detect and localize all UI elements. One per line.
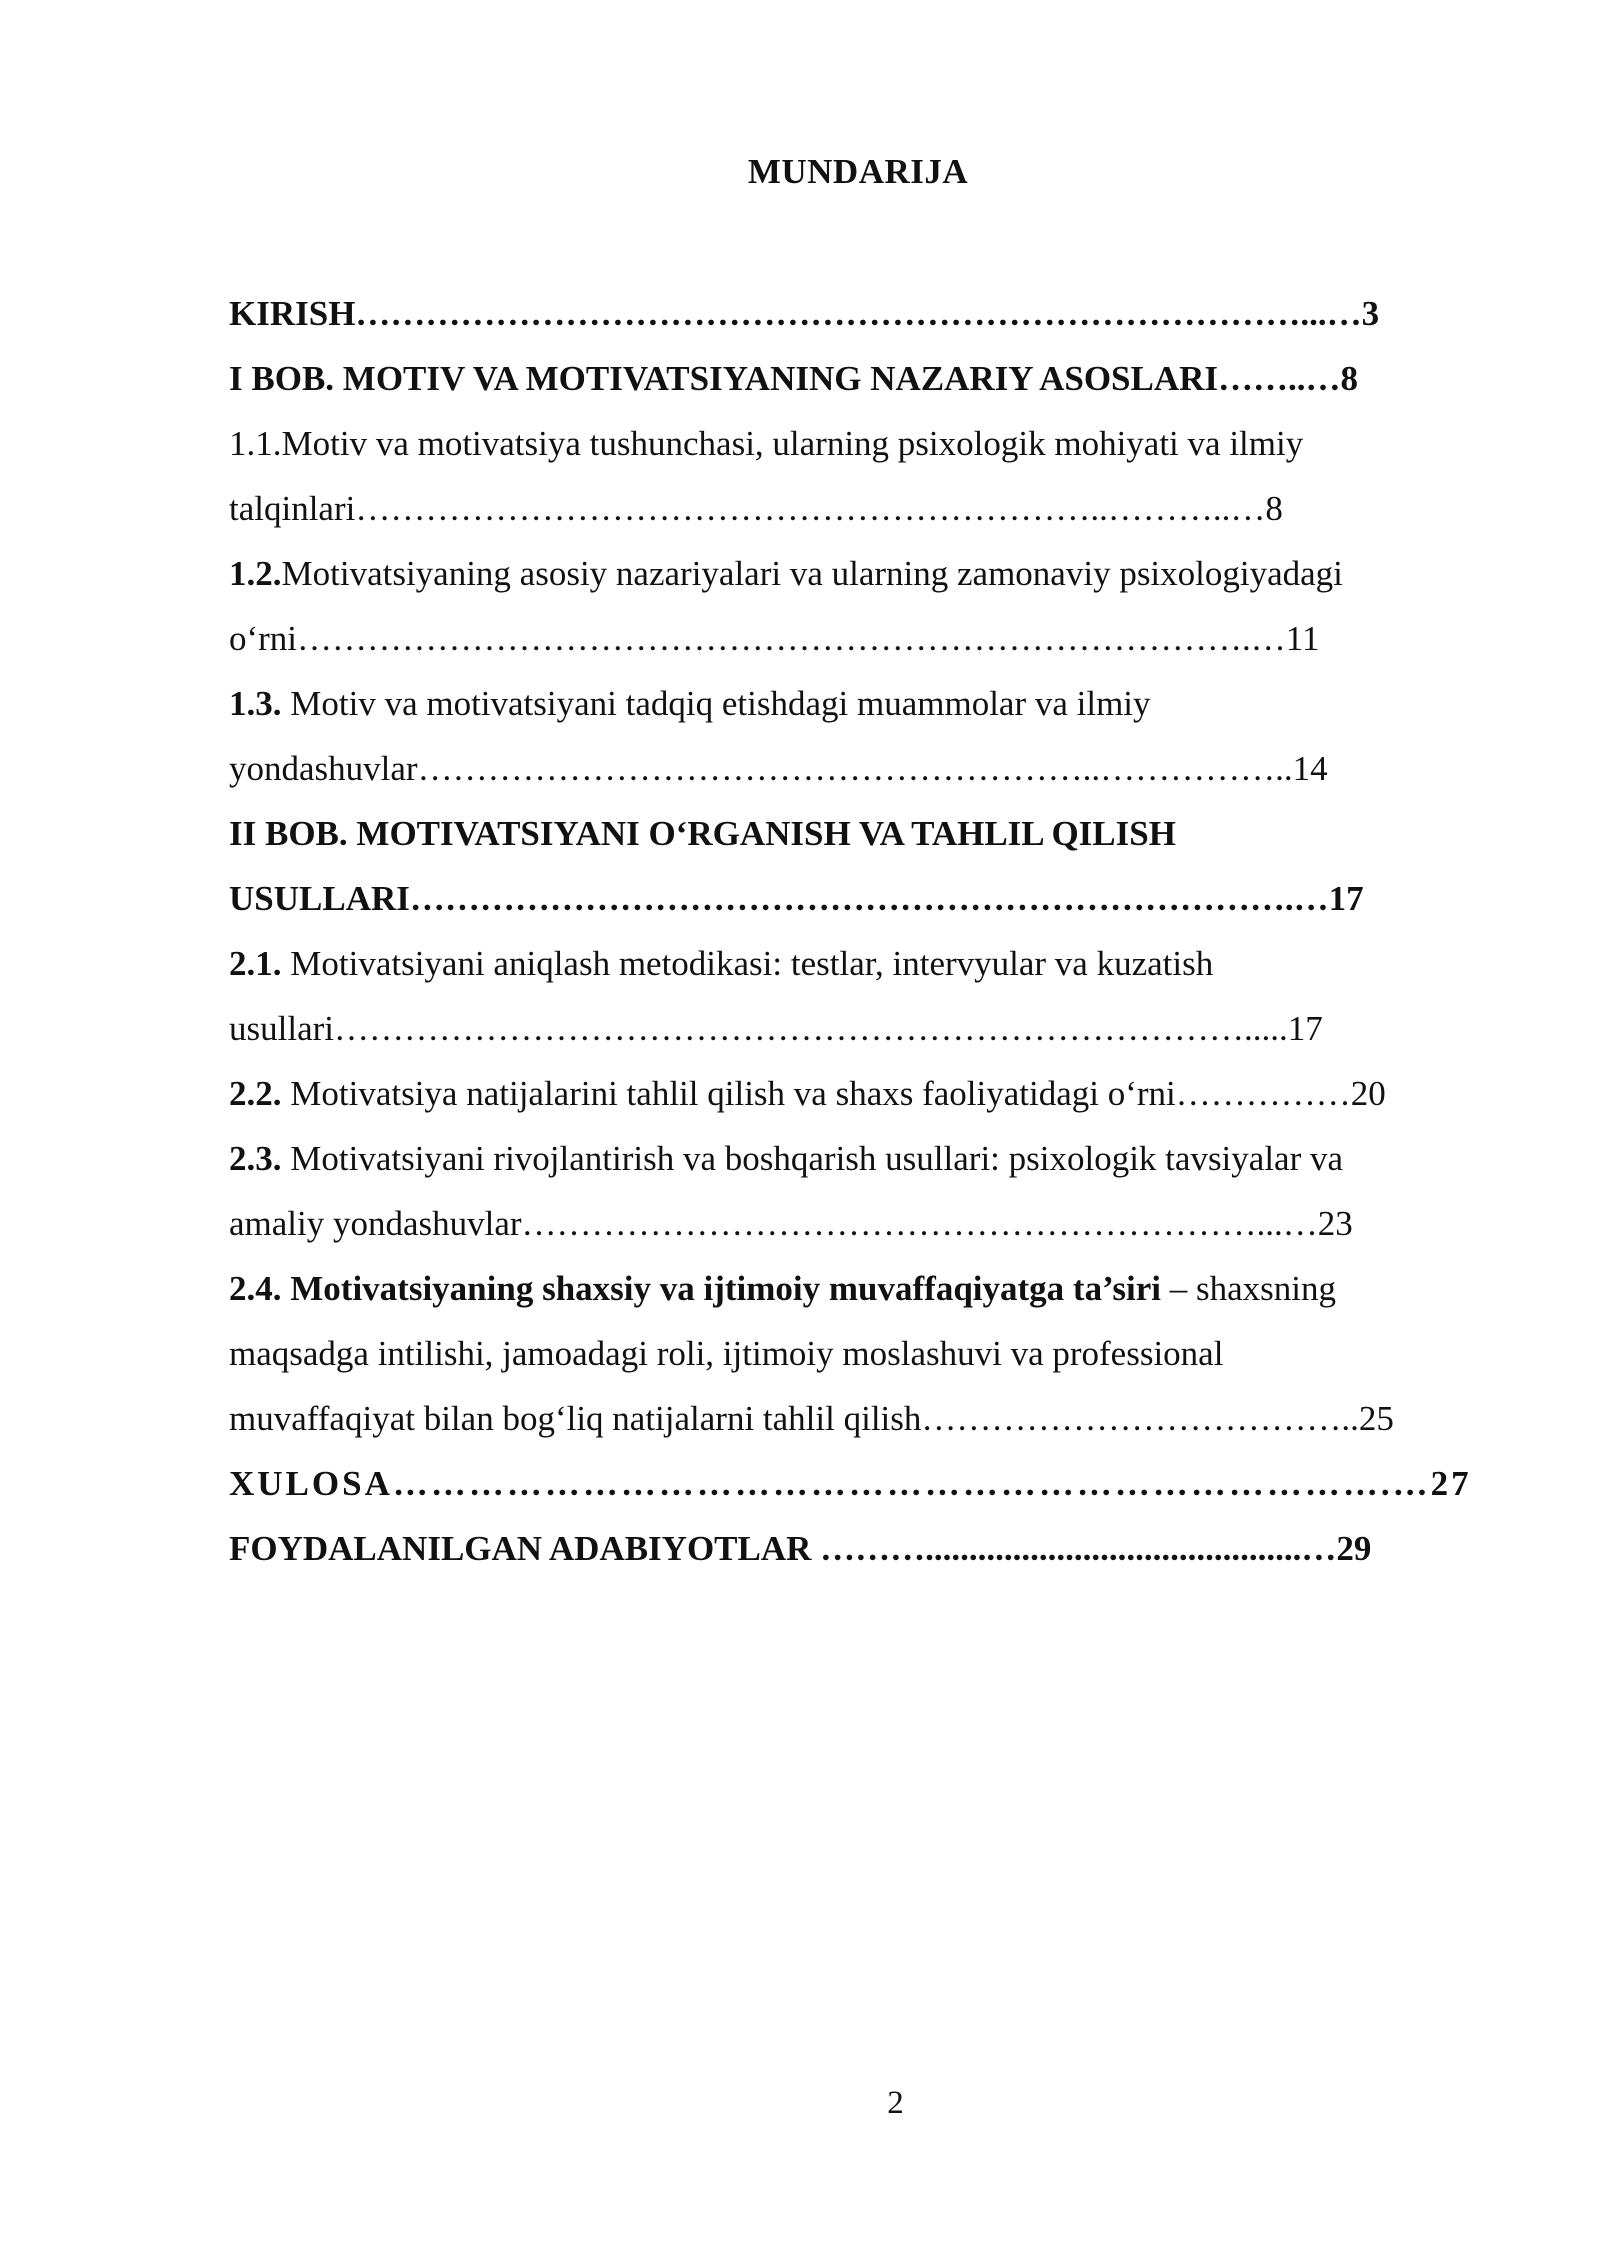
toc-entry-1-2-line-2: o‘rni……………………………………………………………………….…11 (229, 619, 1320, 658)
toc-entry-1-2-text: Motivatsiyaning asosiy nazariyalari va ularning zamonaviy psixologiyadagi (281, 554, 1343, 593)
toc-entry-1-1-line-2: talqinlari………………………………………………………..………..…8 (229, 489, 1283, 528)
toc-entry-2-2-number: 2.2. (229, 1074, 282, 1113)
toc-entry-kirish: KIRISH………………………………………………………………………...…3 (229, 294, 1380, 333)
page-number: 2 (887, 2085, 904, 2121)
toc-entry-2-3-line-2: amaliy yondashuvlar………………………………………………………...…23 (229, 1204, 1353, 1243)
toc-entry-chapter-1: I BOB. MOTIV VA MOTIVATSIYANING NAZARIY ASOSLARI……..…8 (229, 359, 1359, 398)
toc-entry-2-4-heading: 2.4. Motivatsiyaning shaxsiy va ijtimoiy muvaffaqiyatga ta’siri (229, 1269, 1162, 1308)
toc-entry-2-1-line-1 (229, 931, 1489, 996)
toc-entry-2-2-text: Motivatsiya natijalarini tahlil qilish va shaxs faoliyatidagi o‘rni……………20 (281, 1074, 1386, 1113)
toc-entry-2-3-text: Motivatsiyani rivojlantirish va boshqarish usullari: psixologik tavsiyalar va (281, 1139, 1344, 1178)
toc-entry-2-1-text: Motivatsiyani aniqlash metodikasi: testlar, intervyular va kuzatish (281, 944, 1214, 983)
toc-entry-1-2-line-1 (229, 541, 1489, 606)
toc-entry-1-3-number: 1.3. (229, 684, 282, 723)
toc-entry-2-2 (229, 1061, 1489, 1126)
toc-entry-2-3-number: 2.3. (229, 1139, 282, 1178)
toc-entry-2-4-line-3: muvaffaqiyat bilan bog‘liq natijalarni tahlil qilish………………………………..25 (229, 1399, 1394, 1438)
toc-entry-2-1-line-2: usullari…………………………………………………………………….....17 (229, 1009, 1323, 1048)
toc-entry-2-4-text: – shaxsning (1161, 1269, 1337, 1308)
toc-entry-chapter-2-line-1: II BOB. MOTIVATSIYANI O‘RGANISH VA TAHLIL QILISH (229, 814, 1176, 853)
table-of-contents (229, 281, 1489, 1581)
toc-entry-1-2-number: 1.2. (229, 554, 282, 593)
toc-entry-1-3-line-2: yondashuvlar…………………………………………………..……………..14 (229, 749, 1328, 788)
toc-entry-adabiyotlar: FOYDALANILGAN ADABIYOTLAR ………...........................................…29 (229, 1529, 1372, 1568)
toc-entry-1-3-text: Motiv va motivatsiyani tadqiq etishdagi muammolar va ilmiy (281, 684, 1151, 723)
toc-entry-2-4-line-1 (229, 1256, 1489, 1321)
toc-entry-2-1-number: 2.1. (229, 944, 282, 983)
toc-entry-2-3-line-1 (229, 1126, 1489, 1191)
toc-entry-xulosa: XULOSA…………………………………………………………………….…27 (229, 1464, 1472, 1503)
page-title: MUNDARIJA (747, 152, 969, 191)
toc-entry-2-4-line-2: maqsadga intilishi, jamoadagi roli, ijtimoiy moslashuvi va professional (229, 1334, 1224, 1373)
toc-entry-1-1-line-1: 1.1.Motiv va motivatsiya tushunchasi, ularning psixologik mohiyati va ilmiy (229, 424, 1304, 463)
toc-entry-1-3-line-1 (229, 671, 1489, 736)
toc-entry-chapter-2-line-2: USULLARI………………………………………………………………….…17 (229, 879, 1364, 918)
